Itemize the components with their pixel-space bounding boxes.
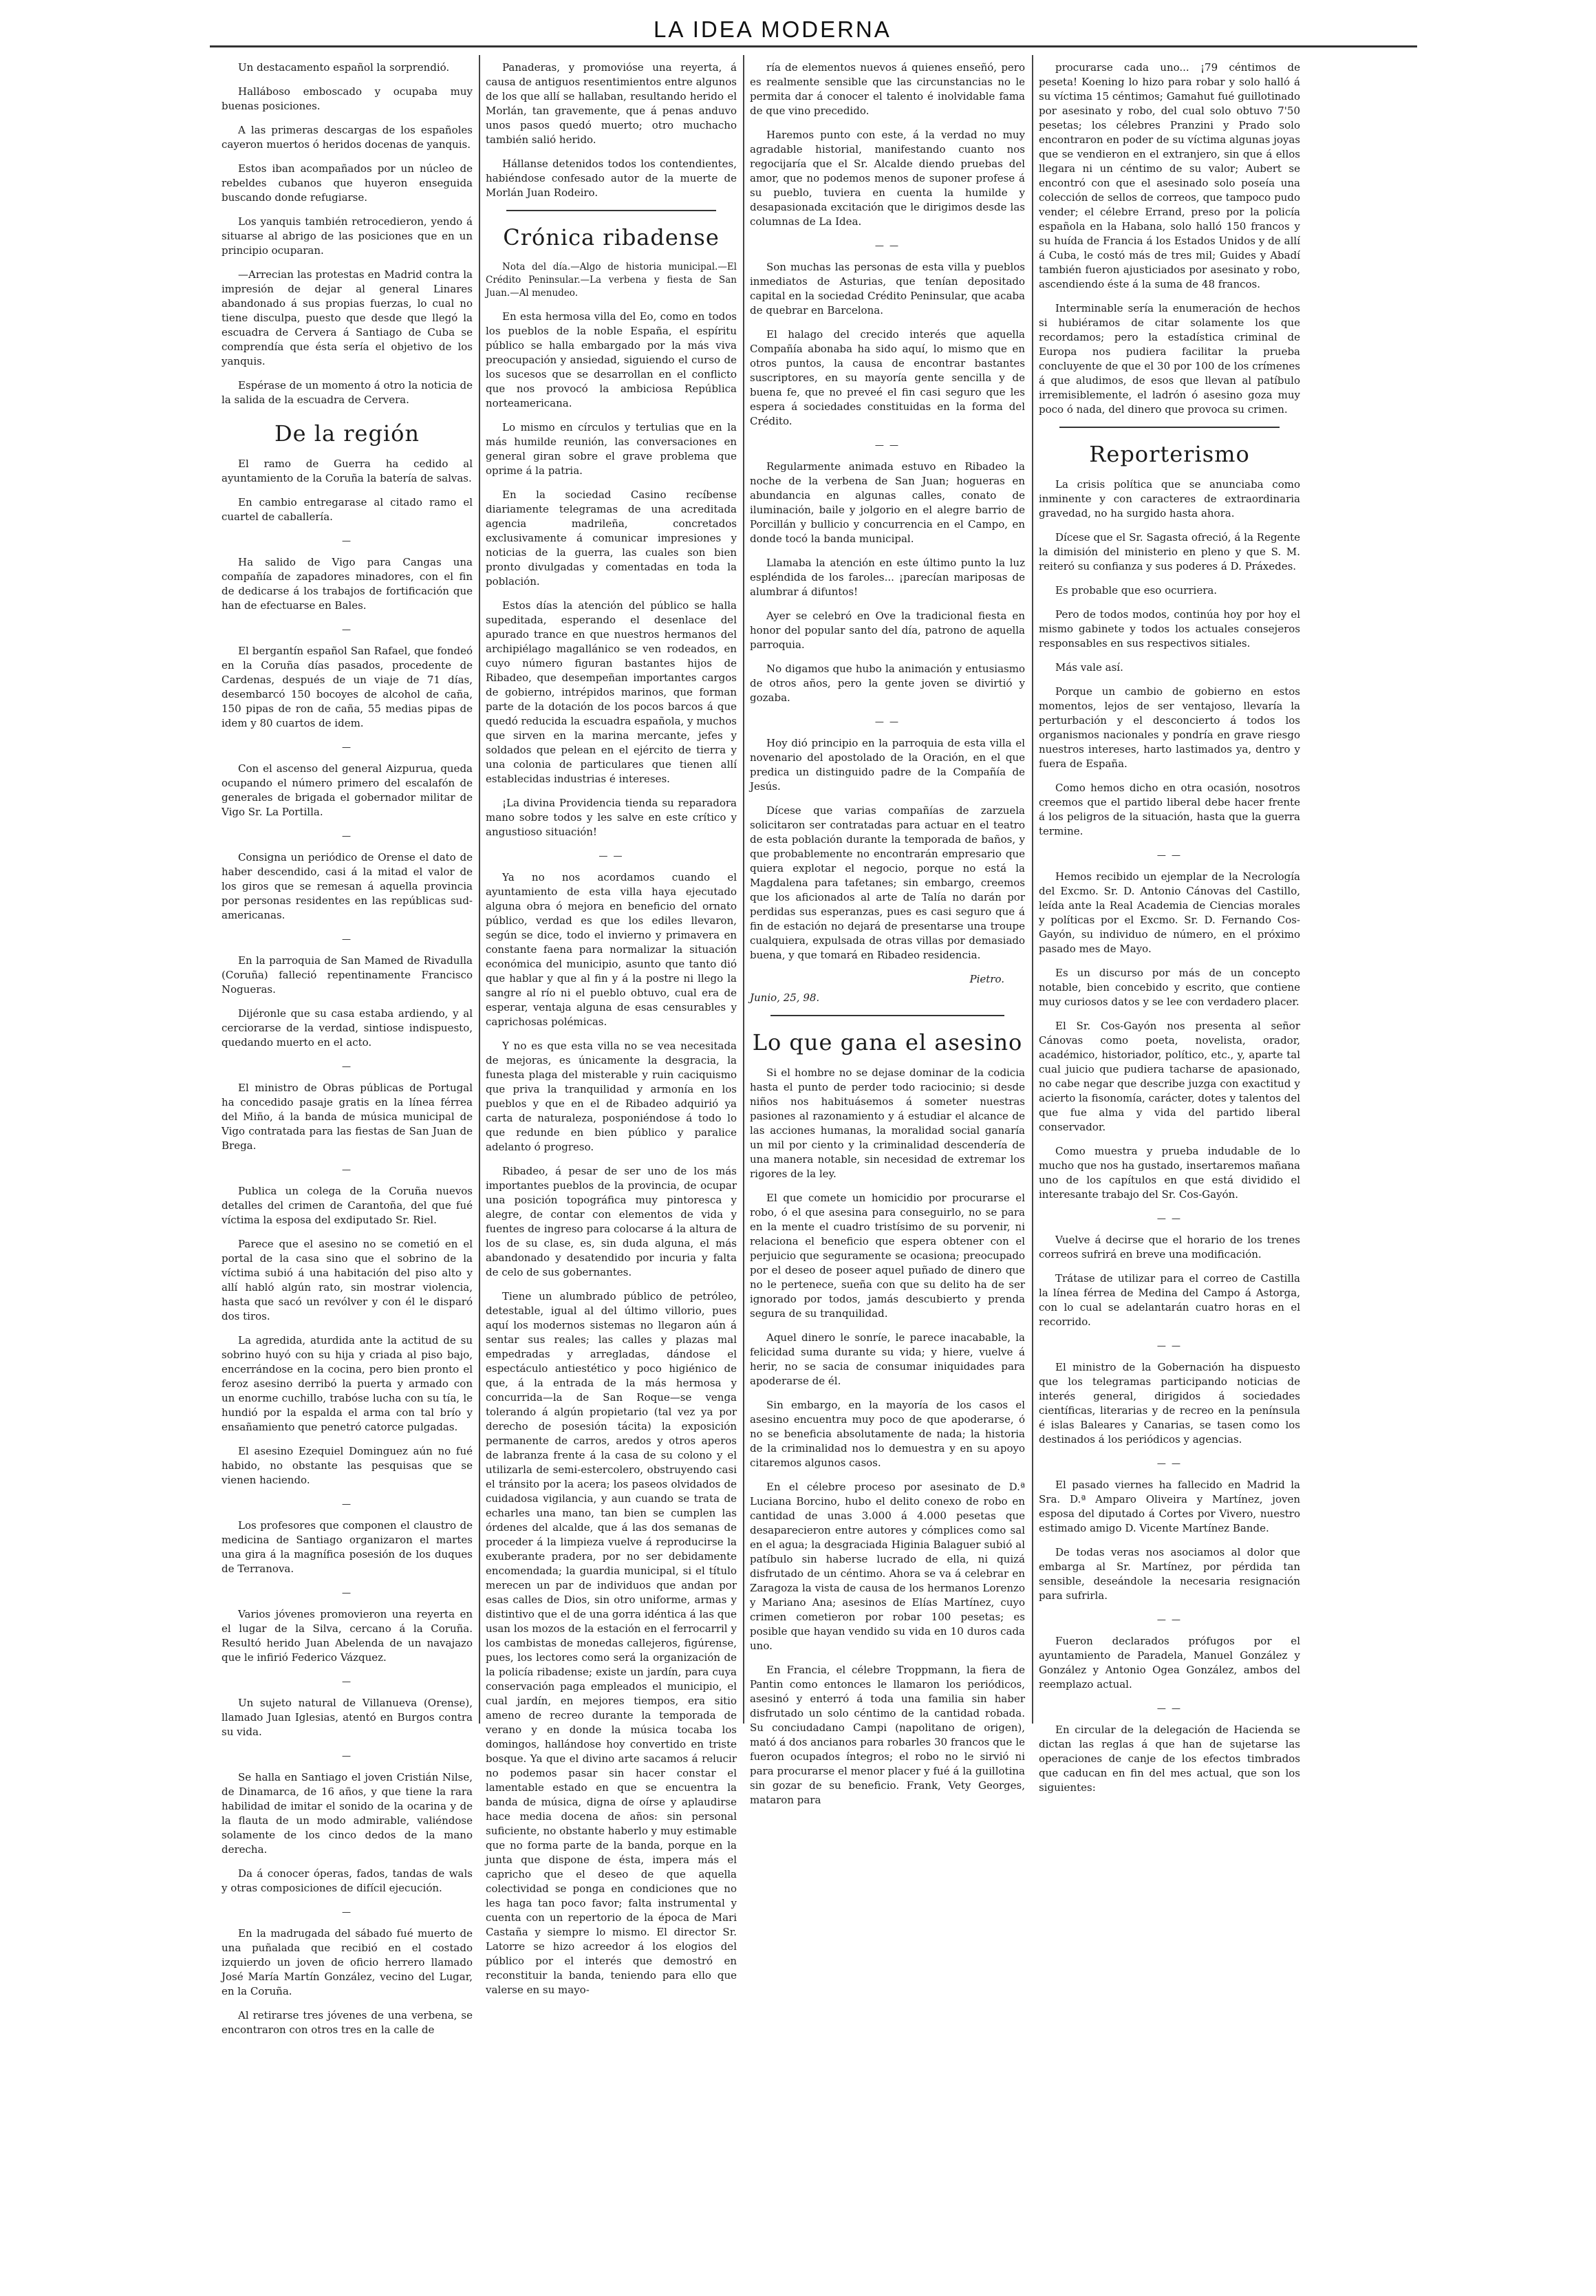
article-paragraph: El halago del crecido interés que aquella Compañía abonaba ha sido aquí, lo mismo que en otros puntos, la causa de encontrar bastantes suscriptores, en su mayoría gente sencilla y de buena fe, que no preveé el fin casi seguro que les espera á sociedades constituidas en la forma del Crédito. <box>750 328 1025 427</box>
article-paragraph: Fueron declarados prófugos por el ayuntamiento de Paradela, Manuel González y González y Antonio Ogea González, ambos del reemplazo actual. <box>1039 1635 1300 1691</box>
masthead: LA IDEA MODERNA <box>654 17 892 42</box>
article-paragraph: El que comete un homicidio por procurarse el robo, ó el que asesina para conseguirlo, no se para en la mente el cuadro tristísimo de su porvenir, ni relaciona el beneficio que espera obtener con el perjuicio que seguramente se ocasiona; preocupado por el deseo de poseer aquel puñado de dinero que no le pertenece, sueña con que su delito ha de ser ignorado por todos, jamás descubierto y prenda segura de su tranquilidad. <box>750 1192 1025 1320</box>
article-paragraph: Es un discurso por más de un concepto notable, bien concebido y escrito, que contiene muy curiosos datos y se lee con verdadero placer. <box>1039 967 1300 1008</box>
article-paragraph: Un destacamento español la sorprendió. <box>238 61 450 74</box>
item-separator: — <box>342 1499 352 1510</box>
article-paragraph: Ribadeo, á pesar de ser uno de los más importantes pueblos de la provincia, de ocupar una posición topográfica muy pintoresca y alegre, de contar con elementos de vida y fuentes de ingreso para colocarse á la altura de los de su clase, es, sin duda alguna, el más abandonado y desatendido por incuria y falta de celo de sus gobernantes. <box>486 1165 737 1278</box>
article-paragraph: Como muestra y prueba indudable de lo mucho que nos ha gustado, insertaremos mañana uno de los capítulos en que está dividido el interesante trabajo del Sr. Cos-Gayón. <box>1039 1145 1300 1201</box>
item-separator: — — <box>1156 1615 1183 1625</box>
article-paragraph: En el célebre proceso por asesinato de D.ª Luciana Borcino, hubo el delito conexo de robo en cantidad de unas 3.000 á 4.000 pesetas que desaparecieron entre autores y cómplices como sal en el agua; la desgraciada Higinia Balaguer subió al patíbulo sin haberse lucrado de ella, ni quizá disfrutado de un céntimo. Ahora se va á celebrar en Zaragoza la vista de causa de los hermanos Lorenzo y Mariano Ana; asesinos de Elías Martínez, cuyo crimen cometieron por robar 100 pesetas; es posible que hayan vendido su vida en 10 duros cada uno. <box>750 1481 1025 1652</box>
page-header <box>0 0 1596 41</box>
article-paragraph: Espérase de un momento á otro la noticia de la salida de la escuadra de Cervera. <box>222 379 473 406</box>
item-separator: — <box>342 1588 352 1598</box>
article-paragraph: Pero de todos modos, continúa hoy por hoy el mismo gabinete y todos los actuales consejeros responsables en sus respectivos sitiales. <box>1039 608 1300 650</box>
article-paragraph: Los yanquis también retrocedieron, yendo á situarse al abrigo de las posiciones que en un principio ocuparan. <box>222 215 473 257</box>
article-paragraph: Se halla en Santiago el joven Cristián Nilse, de Dinamarca, de 16 años, y que tiene la rara habilidad de imitar el sonido de la ocarina y de la flauta de un modo admirable, valiéndose solamente de los cinco dedos de la mano derecha. <box>222 1771 473 1856</box>
article-paragraph: A las primeras descargas de los españoles cayeron muertos ó heridos docenas de yanquis. <box>222 124 473 151</box>
article-paragraph: Interminable sería la enumeración de hechos si hubiéramos de citar solamente los que recordamos; pero la estadística criminal de Europa nos pudiera facilitar la prueba concluyente de que el 30 por 100 de los crímenes á que aludimos, de esos que llevan al patíbulo irremisiblemente, el ladrón ó asesino goza muy poco ó nada, del dinero que provoca su crimen. <box>1039 302 1300 416</box>
item-separator: — — <box>1156 850 1183 861</box>
article-paragraph: Hemos recibido un ejemplar de la Necrología del Excmo. Sr. D. Antonio Cánovas del Castillo, leída ante la Real Academia de Ciencias morales y políticas por el Excmo. Sr. D. Fernando Cos-Gayón, su individuo de número, en el próximo pasado mes de Mayo. <box>1039 870 1300 955</box>
article-paragraph: Hállanse detenidos todos los contendientes, habiéndose confesado autor de la muerte de Morlán Juan Rodeiro. <box>486 158 737 199</box>
article-paragraph: En cambio entregarase al citado ramo el cuartel de caballería. <box>222 496 473 523</box>
section-rule <box>1059 427 1280 428</box>
section-rule <box>506 210 716 211</box>
article-paragraph: Lo mismo en círculos y tertulias que en la más humilde reunión, las conversaciones en general giran sobre el grave problema que oprime á la patria. <box>486 421 737 477</box>
article-paragraph: Al retirarse tres jóvenes de una verbena, se encontraron con otros tres en la calle de <box>222 2009 473 2036</box>
header-rule <box>210 45 1417 47</box>
column-2 <box>486 61 737 1996</box>
item-separator: — — <box>874 717 901 727</box>
section-heading: Lo que gana el asesino <box>752 1029 1023 1055</box>
article-paragraph: Hoy dió principio en la parroquia de esta villa el novenario del apostolado de la Oración, en el que predica un distinguido padre de la Compañía de Jesús. <box>750 737 1025 793</box>
article-paragraph: El bergantín español San Rafael, que fondeó en la Coruña días pasados, procedente de Cardenas, después de un viaje de 71 días, desembarcó 150 bocoyes de alcohol de caña, 150 pipas de ron de caña, 55 medias pipas de idem y 80 cuartos de idem. <box>222 645 473 729</box>
item-separator: — <box>342 934 352 945</box>
item-separator: — <box>342 1062 352 1072</box>
item-separator: — — <box>1156 1214 1183 1224</box>
article-paragraph: Más vale así. <box>1055 661 1123 674</box>
item-separator: — — <box>874 241 901 251</box>
article-paragraph: La agredida, aturdida ante la actitud de su sobrino huyó con su hija y criada al piso bajo, encerrándose en la cocina, pero bien pronto el feroz asesino derribó la puerta y armado con un enorme cuchillo, trabóse lucha con su tía, le hundió por la espalda el arma con tal brío y ensañamiento que penetró catorce pulgadas. <box>222 1334 473 1433</box>
article-paragraph: Parece que el asesino no se cometió en el portal de la casa sino que el sobrino de la víctima subió á una habitación del piso alto y allí habló algún rato, sin mostrar violencia, hasta que sacó un revólver y con él le disparó dos tiros. <box>222 1238 473 1322</box>
item-separator: — <box>342 1677 352 1687</box>
article-paragraph: En esta hermosa villa del Eo, como en todos los pueblos de la noble España, el espíritu público se halla embargado por la más viva preocupación y ansiedad, siguiendo el curso de los sucesos que se desarrollan en el conflicto que nos provocó la ambiciosa República norteamericana. <box>486 310 737 409</box>
article-paragraph: Estos iban acompañados por un núcleo de rebeldes cubanos que huyeron enseguida buscando donde refugiarse. <box>222 162 473 204</box>
article-paragraph: ría de elementos nuevos á quienes enseñó, pero es realmente sensible que las circunstancias no le permita dar á conocer el talento é inolvidable fama de que vino precedido. <box>750 61 1025 117</box>
article-paragraph: Dícese que el Sr. Sagasta ofreció, á la Regente la dimisión del ministerio en pleno y que S. M. reiteró su confianza y sus poderes á D. Práxedes. <box>1039 531 1300 572</box>
article-paragraph: Sin embargo, en la mayoría de los casos el asesino encuentra muy poco de que apoderarse, ó no se beneficia absolutamente de nada; la historia de la criminalidad nos lo demuestra y en su apoyo citaremos algunos casos. <box>750 1399 1025 1469</box>
article-paragraph: El asesino Ezequiel Dominguez aún no fué habido, no obstante las pesquisas que se vienen haciendo. <box>222 1445 473 1486</box>
article-paragraph: De todas veras nos asociamos al dolor que embarga al Sr. Martínez, por pérdida tan sensible, deseándole la necesaria resignación para sufrirla. <box>1039 1546 1300 1602</box>
article-paragraph: En circular de la delegación de Hacienda se dictan las reglas á que han de sujetarse las operaciones de canje de los efectos timbrados que caducan en fin del mes actual, que son los siguientes: <box>1039 1724 1300 1794</box>
article-paragraph: Con el ascenso del general Aizpurua, queda ocupando el número primero del escalafón de generales de brigada el gobernador militar de Vigo Sr. La Portilla. <box>222 762 473 818</box>
article-paragraph: El ministro de Obras públicas de Portugal ha concedido pasaje gratis en la línea férrea del Miño, á la banda de música municipal de Vigo contratada para las fiestas de San Juan de Brega. <box>222 1082 473 1152</box>
article-paragraph: —Arrecian las protestas en Madrid contra la impresión de dejar al general Linares abandonado á sus propias fuerzas, lo cual no tiene disculpa, puesto que desde que llegó la escuadra de Cervera á Santiago de Cuba se comprendía que ésta sería el objetivo de los yanquis. <box>222 268 473 367</box>
section-heading: Crónica ribadense <box>503 224 720 250</box>
article-paragraph: El pasado viernes ha fallecido en Madrid la Sra. D.ª Amparo Oliveira y Martínez, joven esposa del diputado á Cortes por Vivero, nuestro estimado amigo D. Vicente Martínez Bande. <box>1039 1479 1300 1534</box>
item-separator: — <box>342 1165 352 1175</box>
article-paragraph: La crisis política que se anunciaba como inminente y con caracteres de extraordinaria gravedad, no ha surgido hasta ahora. <box>1039 478 1300 519</box>
article-paragraph: Varios jóvenes promovieron una reyerta en el lugar de la Silva, cercano á la Coruña. Resultó herido Juan Abelenda de un navajazo que le infirió Federico Vázquez. <box>222 1608 473 1664</box>
article-paragraph: En la sociedad Casino recíbense diariamente telegramas de una acreditada agencia madrileña, concretados exclusivamente á comunicar impresiones y noticias de la guerra, las cuales son bien pronto divulgadas y comentadas en toda la población. <box>486 489 737 588</box>
article-paragraph: Da á conocer óperas, fados, tandas de wals y otras composiciones de difícil ejecución. <box>222 1867 473 1894</box>
article-paragraph: Haremos punto con este, á la verdad no muy agradable historial, manifestando cuanto nos regocijaría que el Sr. Alcalde diendo pruebas del amor, que no podemos menos de suponer profese á su pueblo, tuviera en cuenta la humilde y desapasionada excitación que le dirigimos desde las columnas de La Idea. <box>750 129 1025 228</box>
article-paragraph: En la madrugada del sábado fué muerto de una puñalada que recibió en el costado izquierdo un joven de oficio herrero llamado José María Martín González, vecino del Lugar, en la Coruña. <box>222 1927 473 1997</box>
column-4 <box>1039 61 1300 1794</box>
article-paragraph: Dijéronle que su casa estaba ardiendo, y al cerciorarse de la verdad, sintiose indispuesto, quedando muerto en el acto. <box>222 1007 473 1049</box>
column-divider <box>743 55 744 1724</box>
article-paragraph: Halláboso emboscado y ocupaba muy buenas posiciones. <box>222 85 473 112</box>
article-paragraph: Trátase de utilizar para el correo de Castilla la línea férrea de Medina del Campo á Astorga, con lo cual se adelantarán cuatro horas en el recorrido. <box>1039 1272 1300 1328</box>
section-rule <box>770 1015 1004 1016</box>
article-paragraph: Los profesores que componen el claustro de medicina de Santiago organizaron el martes una gira á la magnífica posesión de los duques de Terranova. <box>222 1519 473 1575</box>
article-paragraph: Consigna un periódico de Orense el dato de haber descendido, casi á la mitad el valor de los giros que se remesan á aquella provincia por personas residentes en las repúblicas sud-americanas. <box>222 851 473 921</box>
article-paragraph: Aquel dinero le sonríe, le parece inacabable, la felicidad suma durante su vida; y hiere, vuelve á herir, no se sacia de consumar iniquidades para apoderarse de él. <box>750 1331 1025 1387</box>
article-paragraph: Estos días la atención del público se halla supeditada, esperando el desenlace del apurado trance en que nuestros hermanos del archipiélago magallánico se ven rodeados, en cuyo número figuran bastantes hijos de Ribadeo, que desempeñan importantes cargos de gobierno, intrépidos marinos, que forman parte de la dotación de los pocos barcos á que quedó reducida la escuadra española, y muchos que sirven en la marina mercante, jefes y soldados que pelean en el ejército de tierra y una colonia de particulares que tienen allí establecidas industrias é intereses. <box>486 599 737 785</box>
article-paragraph: No digamos que hubo la animación y entusiasmo de otros años, pero la gente joven se divirtió y gozaba. <box>750 663 1025 704</box>
article-paragraph: Dícese que varias compañías de zarzuela solicitaron ser contratadas para actuar en el teatro de esta población durante la temporada de baños, y que probablemente no encontrarán empresario que quiera explotar el negocio, porque no está la Magdalena para tafetanes; sin embargo, creemos que los aficionados al arte de Talía no darán por perdidas sus esperanzas, pues es casi seguro que á fin de estación no dejará de presentarse una troupe cualquiera, expulsada de otras villas por demasiado buena, y que tomará en Ribadeo residencia. <box>750 804 1025 961</box>
item-separator: — <box>342 625 352 635</box>
item-separator: — <box>342 831 352 841</box>
section-heading: Reporterismo <box>1089 441 1250 467</box>
article-paragraph: El ramo de Guerra ha cedido al ayuntamiento de la Coruña la batería de salvas. <box>222 458 473 484</box>
article-paragraph: Regularmente animada estuvo en Ribadeo la noche de la verbena de San Juan; hogueras en abundancia en algunas calles, conato de iluminación, baile y jolgorio en el alegre barrio de Porcillán y bullicio y concurrencia en el Campo, en donde tocó la banda municipal. <box>750 460 1025 545</box>
article-paragraph: Panaderas, y promovióse una reyerta, á causa de antiguos resentimientos entre algunos de los que allí se hallaban, resultando herido el Morlán, tan gravemente, que á penas anduvo unos pasos quedó muerto; otro muchacho también salió herido. <box>486 61 737 146</box>
article-paragraph: En la parroquia de San Mamed de Rivadulla (Coruña) falleció repentinamente Francisco Nogueras. <box>222 954 473 996</box>
article-paragraph: Si el hombre no se dejase dominar de la codicia hasta el punto de perder todo raciocinio; si desde niños nos habituásemos á someter nuestras pasiones al razonamiento y á estudiar el alcance de las acciones humanas, la moralidad social ganaría un mil por ciento y la criminalidad descendería de una manera notable, sin necesidad de extremar los rigores de la ley. <box>750 1066 1025 1180</box>
column-divider <box>1032 55 1033 1724</box>
article-paragraph: Ayer se celebró en Ove la tradicional fiesta en honor del popular santo del día, patrono de aquella parroquia. <box>750 610 1025 651</box>
article-paragraph: Son muchas las personas de esta villa y pueblos inmediatos de Asturias, que tenían depositado capital en la sociedad Crédito Peninsular, que acaba de quebrar en Barcelona. <box>750 261 1025 316</box>
article-paragraph: El ministro de la Gobernación ha dispuesto que los telegramas participando noticias de interés general, dirigidos á sociedades científicas, literarias y de recreo en la península é islas Baleares y Canarias, se tasen como los destinados á los periódicos y agencias. <box>1039 1361 1300 1446</box>
article-dateline: Junio, 25, 98. <box>750 991 820 1004</box>
item-separator: — — <box>1156 1341 1183 1351</box>
article-paragraph: Un sujeto natural de Villanueva (Orense), llamado Juan Iglesias, atentó en Burgos contra su vida. <box>222 1697 473 1738</box>
article-paragraph: El Sr. Cos-Gayón nos presenta al señor Cánovas como poeta, novelista, orador, académico, historiador, político, etc., y, aparte tal cual juicio que pudiera tacharse de apasionado, no cabe negar que describe juzga con exactitud y acierto la fisonomía, carácter, dotes y talentos del que fue alma y vida del partido liberal conservador. <box>1039 1020 1300 1133</box>
item-separator: — — <box>1156 1704 1183 1714</box>
article-paragraph: Tiene un alumbrado público de petróleo, detestable, igual al del último villorio, pues aquí los modernos sistemas no llegaron aún á sentar sus reales; las calles y plazas mal empedradas y arregladas, dándose el espectáculo antiestético y poco higiénico de que, á la entrada de la más hermosa y concurrida—la de San Roque—se venga tolerando á algún propietario (tal vez ya por derecho de posesión tácita) la exposición permanente de carros, aredos y otros aperos de labranza frente á la casa de su colono y el utilizarla de semi-estercolero, obstruyendo casi el tránsito por la acera; los paseos olvidados de cuidadosa vigilancia, y aun cuando se trata de echarles una mano, tan bien se cumplen las órdenes del alcalde, que á las dos semanas de proceder á la limpieza vuelve á reproducirse la exuberante pradera, por no ser debidamente encomendada; la guardia municipal, si el título merecen un par de individuos que andan por esas calles de Dios, sin otro uniforme, armas y distintivo que el de una gorra idéntica á las que usan los mozos de la estación en el ferrocarril y los cambistas de monedas callejeros, figúrense, pues, los lectores como será la organización de la policía ribadense; existe un jardín, para cuya conservación paga empleados el municipio, el cual jardín, en mejores tiempos, era sitio ameno de recreo durante la temporada de verano y en donde la música tocaba los domingos, hallándose hoy convertido en triste bosque. Ya que el divino arte sacamos á relucir no podemos pasar sin hacer constar el lamentable estado en que se encuentra la banda de música, digna de oírse y aplaudirse hace media docena de años: sin personal suficiente, no obstante haberlo y muy estimable que no forma parte de la banda, porque en la junta que dispone de ésta, impera más el capricho que el deseo de que aquella colectividad se ponga en condiciones que no les haga tan poco favor; falta instrumental y cuenta con un repertorio de la época de Mari Castaña y siempre lo mismo. El director Sr. Latorre se hizo acreedor á los elogios del público por el interés que demostró en reconstituir la banda, teniendo para ello que valerse en su mayo- <box>486 1290 737 1996</box>
article-paragraph: Es probable que eso ocurriera. <box>1055 584 1218 597</box>
article-paragraph: En Francia, el célebre Troppmann, la fiera de Pantin como entonces le llamaron los periódicos, asesinó y enterró á toda una familia sin haber disfrutado un solo céntimo de la cantidad robada. Su conciudadano Campi (napolitano de origen), mató á dos ancianos para robarles 30 francos que le fueron ocupados íntegros; el robo no le sirvió ni para procurarse el menor placer y fué á la guillotina sin gozar de su beneficio. Frank, Vety Georges, mataron para <box>750 1664 1025 1806</box>
column-3 <box>750 61 1025 1806</box>
article-signature: Pietro. <box>969 973 1004 985</box>
item-separator: — <box>342 536 352 546</box>
article-paragraph: Ha salido de Vigo para Cangas una compañía de zapadores minadores, con el fin de dedicarse á los trabajos de fortificación que han de efectuarse en Bales. <box>222 556 473 612</box>
article-paragraph: ¡La divina Providencia tienda su reparadora mano sobre todos y les salve en este crítico y angustioso situación! <box>486 797 737 838</box>
item-separator: — <box>342 742 352 753</box>
article-paragraph: Llamaba la atención en este último punto la luz espléndida de los faroles... ¡parecían mariposas de alumbrar á difuntos! <box>750 557 1025 598</box>
item-separator: — — <box>1156 1459 1183 1469</box>
article-paragraph: Vuelve á decirse que el horario de los trenes correos sufrirá en breve una modificación. <box>1039 1234 1300 1260</box>
item-separator: — <box>342 1751 352 1761</box>
column-1 <box>222 61 473 2036</box>
item-separator: — <box>342 1907 352 1918</box>
article-paragraph: procurarse cada uno... ¡79 céntimos de peseta! Koening lo hizo para robar y solo halló á su víctima 15 céntimos; Gamahut fué guillotinado por asesinato y robo, del cual solo obtuvo 7'50 pesetas; los célebres Pranzini y Prado solo encontraron en poder de su víctima algunas joyas que se vendieron en el extranjero, sin que á ellos llegara ni un céntimo de su valor; Aubert se encontró con que el asesinado solo poseía una colección de sellos de correos, que tampoco pudo vender; el célebre Errand, preso por la policía española en la Habana, solo halló 150 francos y su huída de Francia á los Estados Unidos y de allí á Cuba, le costó más de tres mil; Guides y Abadí también fueron ajusticiados por asesinato y robo, ascendiendo éste á la suma de 48 francos. <box>1039 61 1300 290</box>
article-summary: Nota del día.—Algo de historia municipal.—El Crédito Peninsular.—La verbena y fiesta de San Juan.—Al menudeo. <box>486 261 737 299</box>
article-paragraph: Publica un colega de la Coruña nuevos detalles del crimen de Carantoña, del que fué víctima la esposa del exdiputado Sr. Riel. <box>222 1185 473 1226</box>
article-paragraph: Porque un cambio de gobierno en estos momentos, lejos de ser ventajoso, llevaría la perturbación y el desconcierto á todos los organismos nacionales y pondría en grave riesgo nuestros intereses, harto lastimados ya, dentro y fuera de España. <box>1039 685 1300 770</box>
item-separator: — — <box>598 851 624 861</box>
article-paragraph: Y no es que esta villa no se vea necesitada de mejoras, es únicamente la desgracia, la funesta plaga del misterable y ruin caciquismo que priva la tranquilidad y armonía en los pueblos y que en el de Ribadeo adquirió ya carta de naturaleza, posponiéndose á todo lo que redunde en bien público y paralice adelanto ó progreso. <box>486 1040 737 1153</box>
column-divider <box>479 55 480 1724</box>
article-paragraph: Como hemos dicho en otra ocasión, nosotros creemos que el partido liberal debe hacer frente á los peligros de la situación, hasta que la guerra termine. <box>1039 782 1300 837</box>
item-separator: — — <box>874 440 901 451</box>
article-paragraph: Ya no nos acordamos cuando el ayuntamiento de esta villa haya ejecutado alguna obra ó mejora en beneficio del ornato público, verdad es que los ediles llevaron, según se dice, todo el invierno y primavera en constante faena para normalizar la situación económica del municipio, asunto que tanto dió que hablar y que al fin y á la postre ni llego la sangre al río ni el pueblo obtuvo, cual era de esperar, ventaja alguna de esas censurables y caprichosas polémicas. <box>486 871 737 1028</box>
section-heading: De la región <box>274 420 420 447</box>
